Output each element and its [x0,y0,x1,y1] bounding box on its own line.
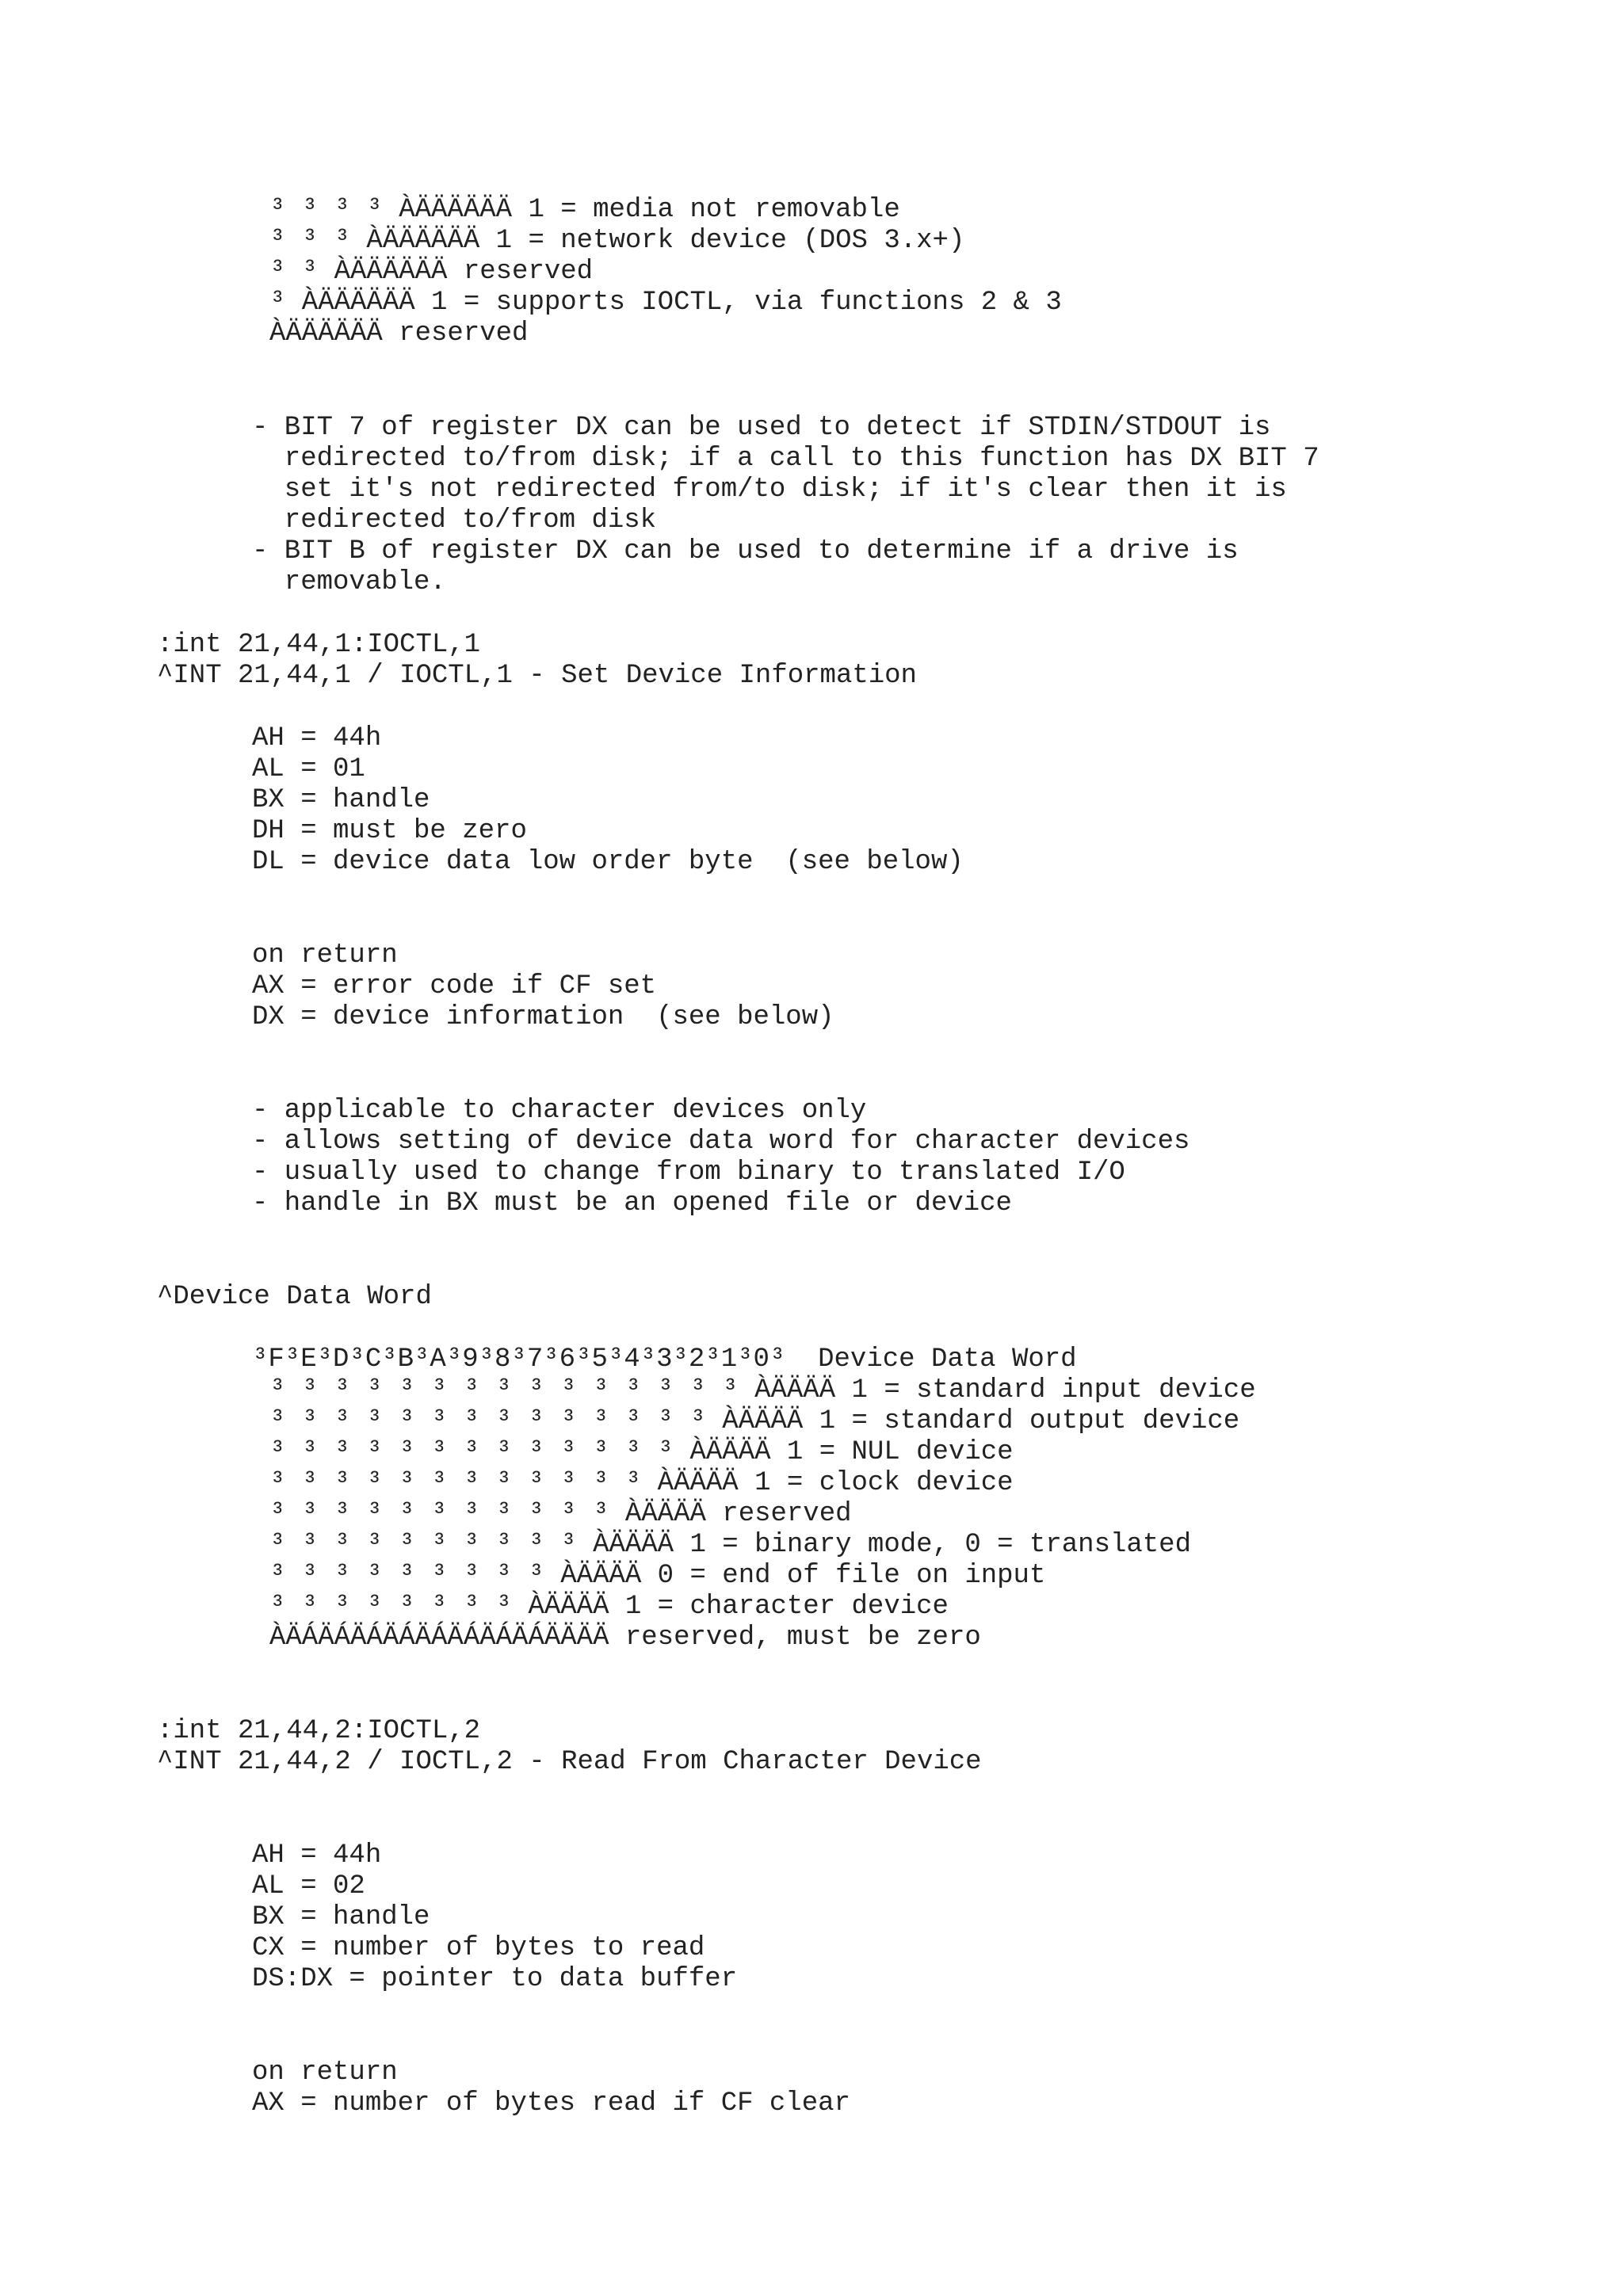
param-line: DS:DX = pointer to data buffer [252,1964,738,1994]
section-tag: :int 21,44,2:IOCTL,2 [157,1716,481,1746]
device-data-word-row: ³ ³ ³ ³ ³ ³ ³ ³ ³ ÀÄÄÄÄ 0 = end of file on input [269,1561,1046,1591]
return-line: DX = device information (see below) [252,1002,834,1032]
bit-note-line: redirected to/from disk; if a call to this function has DX BIT 7 [252,444,1319,474]
device-data-word-row: ³ ³ ³ ³ ³ ³ ³ ³ ³ ³ ³ ³ ³ ÀÄÄÄÄ 1 = NUL device [269,1437,1014,1467]
param-line: AH = 44h [252,1840,382,1871]
return-line: AX = number of bytes read if CF clear [252,2088,850,2119]
bit-note-line: - BIT 7 of register DX can be used to detect if STDIN/STDOUT is [252,413,1271,443]
bit-note-line: set it's not redirected from/to disk; if it's clear then it is [252,475,1287,505]
section-tag: :int 21,44,1:IOCTL,1 [157,630,481,660]
top-diagram-line: ÀÄÄÄÄÄÄ reserved [269,318,529,349]
note-line: - usually used to change from binary to translated I/O [252,1158,1125,1188]
note-line: - allows setting of device data word for character devices [252,1127,1190,1157]
top-diagram-line: ³ ÀÄÄÄÄÄÄ 1 = supports IOCTL, via functions 2 & 3 [269,288,1062,318]
bit-note-line: redirected to/from disk [252,505,657,536]
device-data-word-row: ³ ³ ³ ³ ³ ³ ³ ³ ³ ³ ³ ÀÄÄÄÄ reserved [269,1499,852,1529]
param-line: DL = device data low order byte (see below) [252,847,964,877]
device-data-word-heading: ^Device Data Word [157,1282,432,1312]
param-line: AL = 02 [252,1871,365,1901]
note-line: - handle in BX must be an opened file or device [252,1188,1012,1219]
param-line: BX = handle [252,1902,430,1932]
device-data-word-header-row: ³F³E³D³C³B³A³9³8³7³6³5³4³3³2³1³0³ Device Data Word [252,1344,1077,1375]
param-line: BX = handle [252,785,430,815]
section-heading: ^INT 21,44,1 / IOCTL,1 - Set Device Information [157,661,917,691]
device-data-word-row: ³ ³ ³ ³ ³ ³ ³ ³ ³ ³ ³ ³ ³ ³ ÀÄÄÄÄ 1 = standard output device [269,1406,1240,1436]
device-data-word-row: ÀÄÁÄÁÄÁÄÁÄÁÄÁÄÁÄÁÄÄÄÄ reserved, must be zero [269,1623,981,1653]
top-diagram-line: ³ ³ ³ ³ ÀÄÄÄÄÄÄ 1 = media not removable [269,195,900,225]
return-line: AX = error code if CF set [252,971,657,1001]
param-line: CX = number of bytes to read [252,1933,705,1963]
return-line: on return [252,2058,398,2088]
param-line: AH = 44h [252,723,382,753]
device-data-word-row: ³ ³ ³ ³ ³ ³ ³ ³ ³ ³ ÀÄÄÄÄ 1 = binary mode, 0 = translated [269,1530,1191,1560]
return-line: on return [252,940,398,971]
device-data-word-row: ³ ³ ³ ³ ³ ³ ³ ³ ³ ³ ³ ³ ³ ³ ³ ÀÄÄÄÄ 1 = standard input device [269,1375,1256,1405]
top-diagram-line: ³ ³ ÀÄÄÄÄÄÄ reserved [269,257,594,287]
note-line: - applicable to character devices only [252,1096,867,1126]
device-data-word-row: ³ ³ ³ ³ ³ ³ ³ ³ ÀÄÄÄÄ 1 = character device [269,1592,949,1622]
bit-note-line: - BIT B of register DX can be used to determine if a drive is [252,536,1239,566]
bit-note-line: removable. [252,567,446,597]
param-line: AL = 01 [252,754,365,784]
top-diagram-line: ³ ³ ³ ÀÄÄÄÄÄÄ 1 = network device (DOS 3.x+) [269,226,965,256]
section-heading: ^INT 21,44,2 / IOCTL,2 - Read From Character Device [157,1747,982,1777]
device-data-word-row: ³ ³ ³ ³ ³ ³ ³ ³ ³ ³ ³ ³ ÀÄÄÄÄ 1 = clock device [269,1468,1014,1498]
param-line: DH = must be zero [252,816,527,846]
